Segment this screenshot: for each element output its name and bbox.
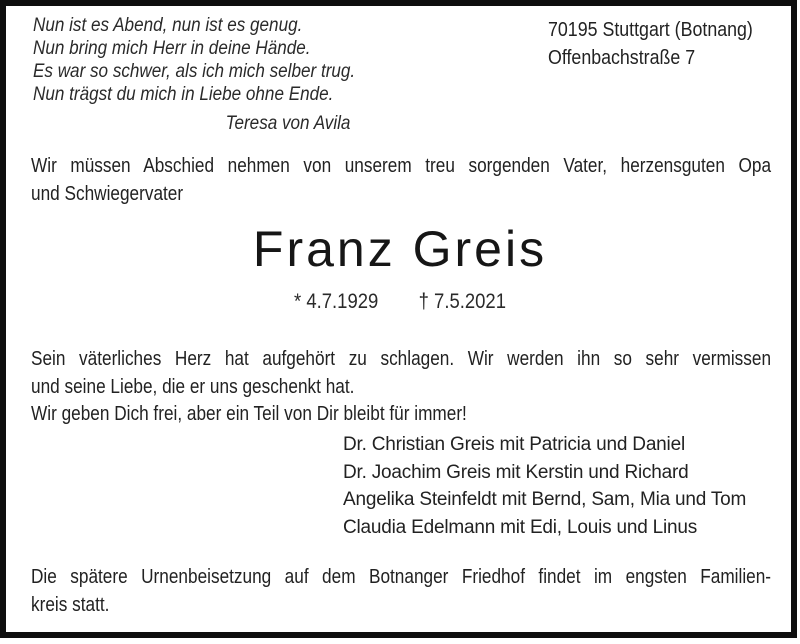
intro-line-2: und Schwiegervater xyxy=(31,183,184,205)
death-date: † 7.5.2021 xyxy=(418,290,506,313)
poem-line-3: Es war so schwer, als ich mich selber trug. xyxy=(33,61,356,82)
poem-line-4: Nun trägst du mich in Liebe ohne Ende. xyxy=(33,84,334,105)
tribute-line-2: und seine Liebe, die er uns geschenkt hat. xyxy=(31,375,355,398)
mourner-line-4: Claudia Edelmann mit Edi, Louis und Linus xyxy=(343,516,698,538)
mourner-line-1: Dr. Christian Greis mit Patricia und Daniel xyxy=(343,434,685,455)
tribute-line-3: Wir geben Dich frei, aber ein Teil von Dir bleibt für immer! xyxy=(31,403,467,425)
address-street: Offenbachstraße 7 xyxy=(548,47,696,69)
intro-line-1: Wir müssen Abschied nehmen von unserem treu sorgenden Vater, herzensguten Opa xyxy=(31,155,772,177)
tribute-paragraph xyxy=(31,346,771,429)
poem-line-2: Nun bring mich Herr in deine Hände. xyxy=(33,38,311,59)
deceased-name: Franz Greis xyxy=(252,221,548,277)
birth-date: * 4.7.1929 xyxy=(294,290,379,313)
life-dates xyxy=(48,289,752,315)
funeral-info xyxy=(31,563,771,619)
poem-block xyxy=(33,14,355,135)
tribute-line-1: Sein väterliches Herz hat aufgehört zu schlagen. Wir werden ihn so sehr vermissen xyxy=(31,348,772,370)
address-city: 70195 Stuttgart (Botnang) xyxy=(548,19,753,41)
mourners-list xyxy=(343,431,746,541)
funeral-line-1: Die spätere Urnenbeisetzung auf dem Botnanger Friedhof findet im engsten Familien- xyxy=(31,566,772,588)
address-block xyxy=(548,16,753,72)
poem-line-1: Nun ist es Abend, nun ist es genug. xyxy=(33,15,303,36)
poem-attribution: Teresa von Avila xyxy=(225,113,351,134)
funeral-line-2: kreis statt. xyxy=(31,594,110,616)
mourner-line-3: Angelika Steinfeldt mit Bernd, Sam, Mia und Tom xyxy=(343,489,747,511)
mourner-line-2: Dr. Joachim Greis mit Kerstin und Richard xyxy=(343,461,689,483)
intro-paragraph xyxy=(31,152,771,208)
